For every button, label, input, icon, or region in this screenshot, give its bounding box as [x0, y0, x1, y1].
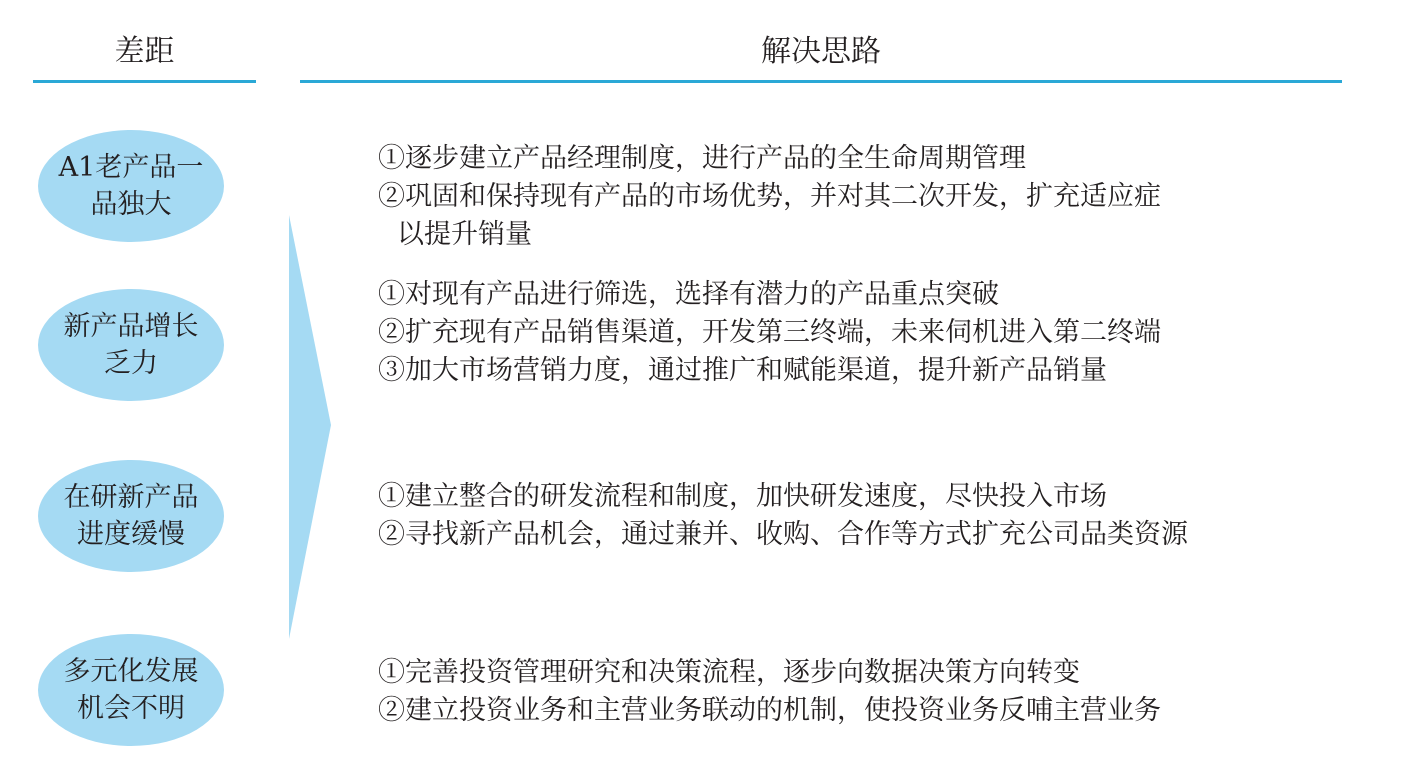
solution-2-2: ②扩充现有产品销售渠道，开发第三终端，未来伺机进入第二终端: [378, 317, 1161, 348]
gap-column-header: 差距: [114, 34, 175, 69]
gap-header-underline: [33, 80, 256, 83]
solution-group-3: [378, 478, 1188, 554]
solution-3-1: ①建立整合的研发流程和制度，加快研发速度，尽快投入市场: [378, 481, 1107, 512]
solution-1-2: ②巩固和保持现有产品的市场优势，并对其二次开发，扩充适应症: [378, 181, 1161, 212]
gap-label-2: 新产品增长乏力: [63, 311, 199, 379]
solution-4-2: ②建立投资业务和主营业务联动的机制，使投资业务反哺主营业务: [378, 695, 1161, 726]
gap-ellipse-3: [38, 460, 224, 572]
gap-label-1: A1老产品一品独大: [58, 152, 204, 220]
solution-3-2: ②寻找新产品机会，通过兼并、收购、合作等方式扩充公司品类资源: [378, 519, 1188, 550]
solution-header-underline: [300, 80, 1342, 83]
solution-group-2: [378, 276, 1161, 390]
solution-group-1: [378, 140, 1161, 254]
gap-ellipse-4: [38, 634, 224, 746]
solution-1-2-continuation: 以提升销量: [397, 219, 532, 250]
solution-4-1: ①完善投资管理研究和决策流程，逐步向数据决策方向转变: [378, 657, 1080, 688]
solution-2-3: ③加大市场营销力度，通过推广和赋能渠道，提升新产品销量: [378, 355, 1107, 386]
solution-column-header: 解决思路: [761, 34, 881, 69]
gap-ellipse-2: [38, 289, 224, 401]
gap-label-3: 在研新产品进度缓慢: [63, 482, 199, 550]
solution-group-4: [378, 654, 1161, 730]
solution-2-1: ①对现有产品进行筛选，选择有潜力的产品重点突破: [378, 279, 999, 310]
gap-label-4: 多元化发展机会不明: [63, 656, 199, 724]
gap-ellipse-1: [38, 130, 224, 242]
right-chevron-arrow-icon: [289, 215, 335, 639]
solution-1-1: ①逐步建立产品经理制度，进行产品的全生命周期管理: [378, 143, 1026, 174]
